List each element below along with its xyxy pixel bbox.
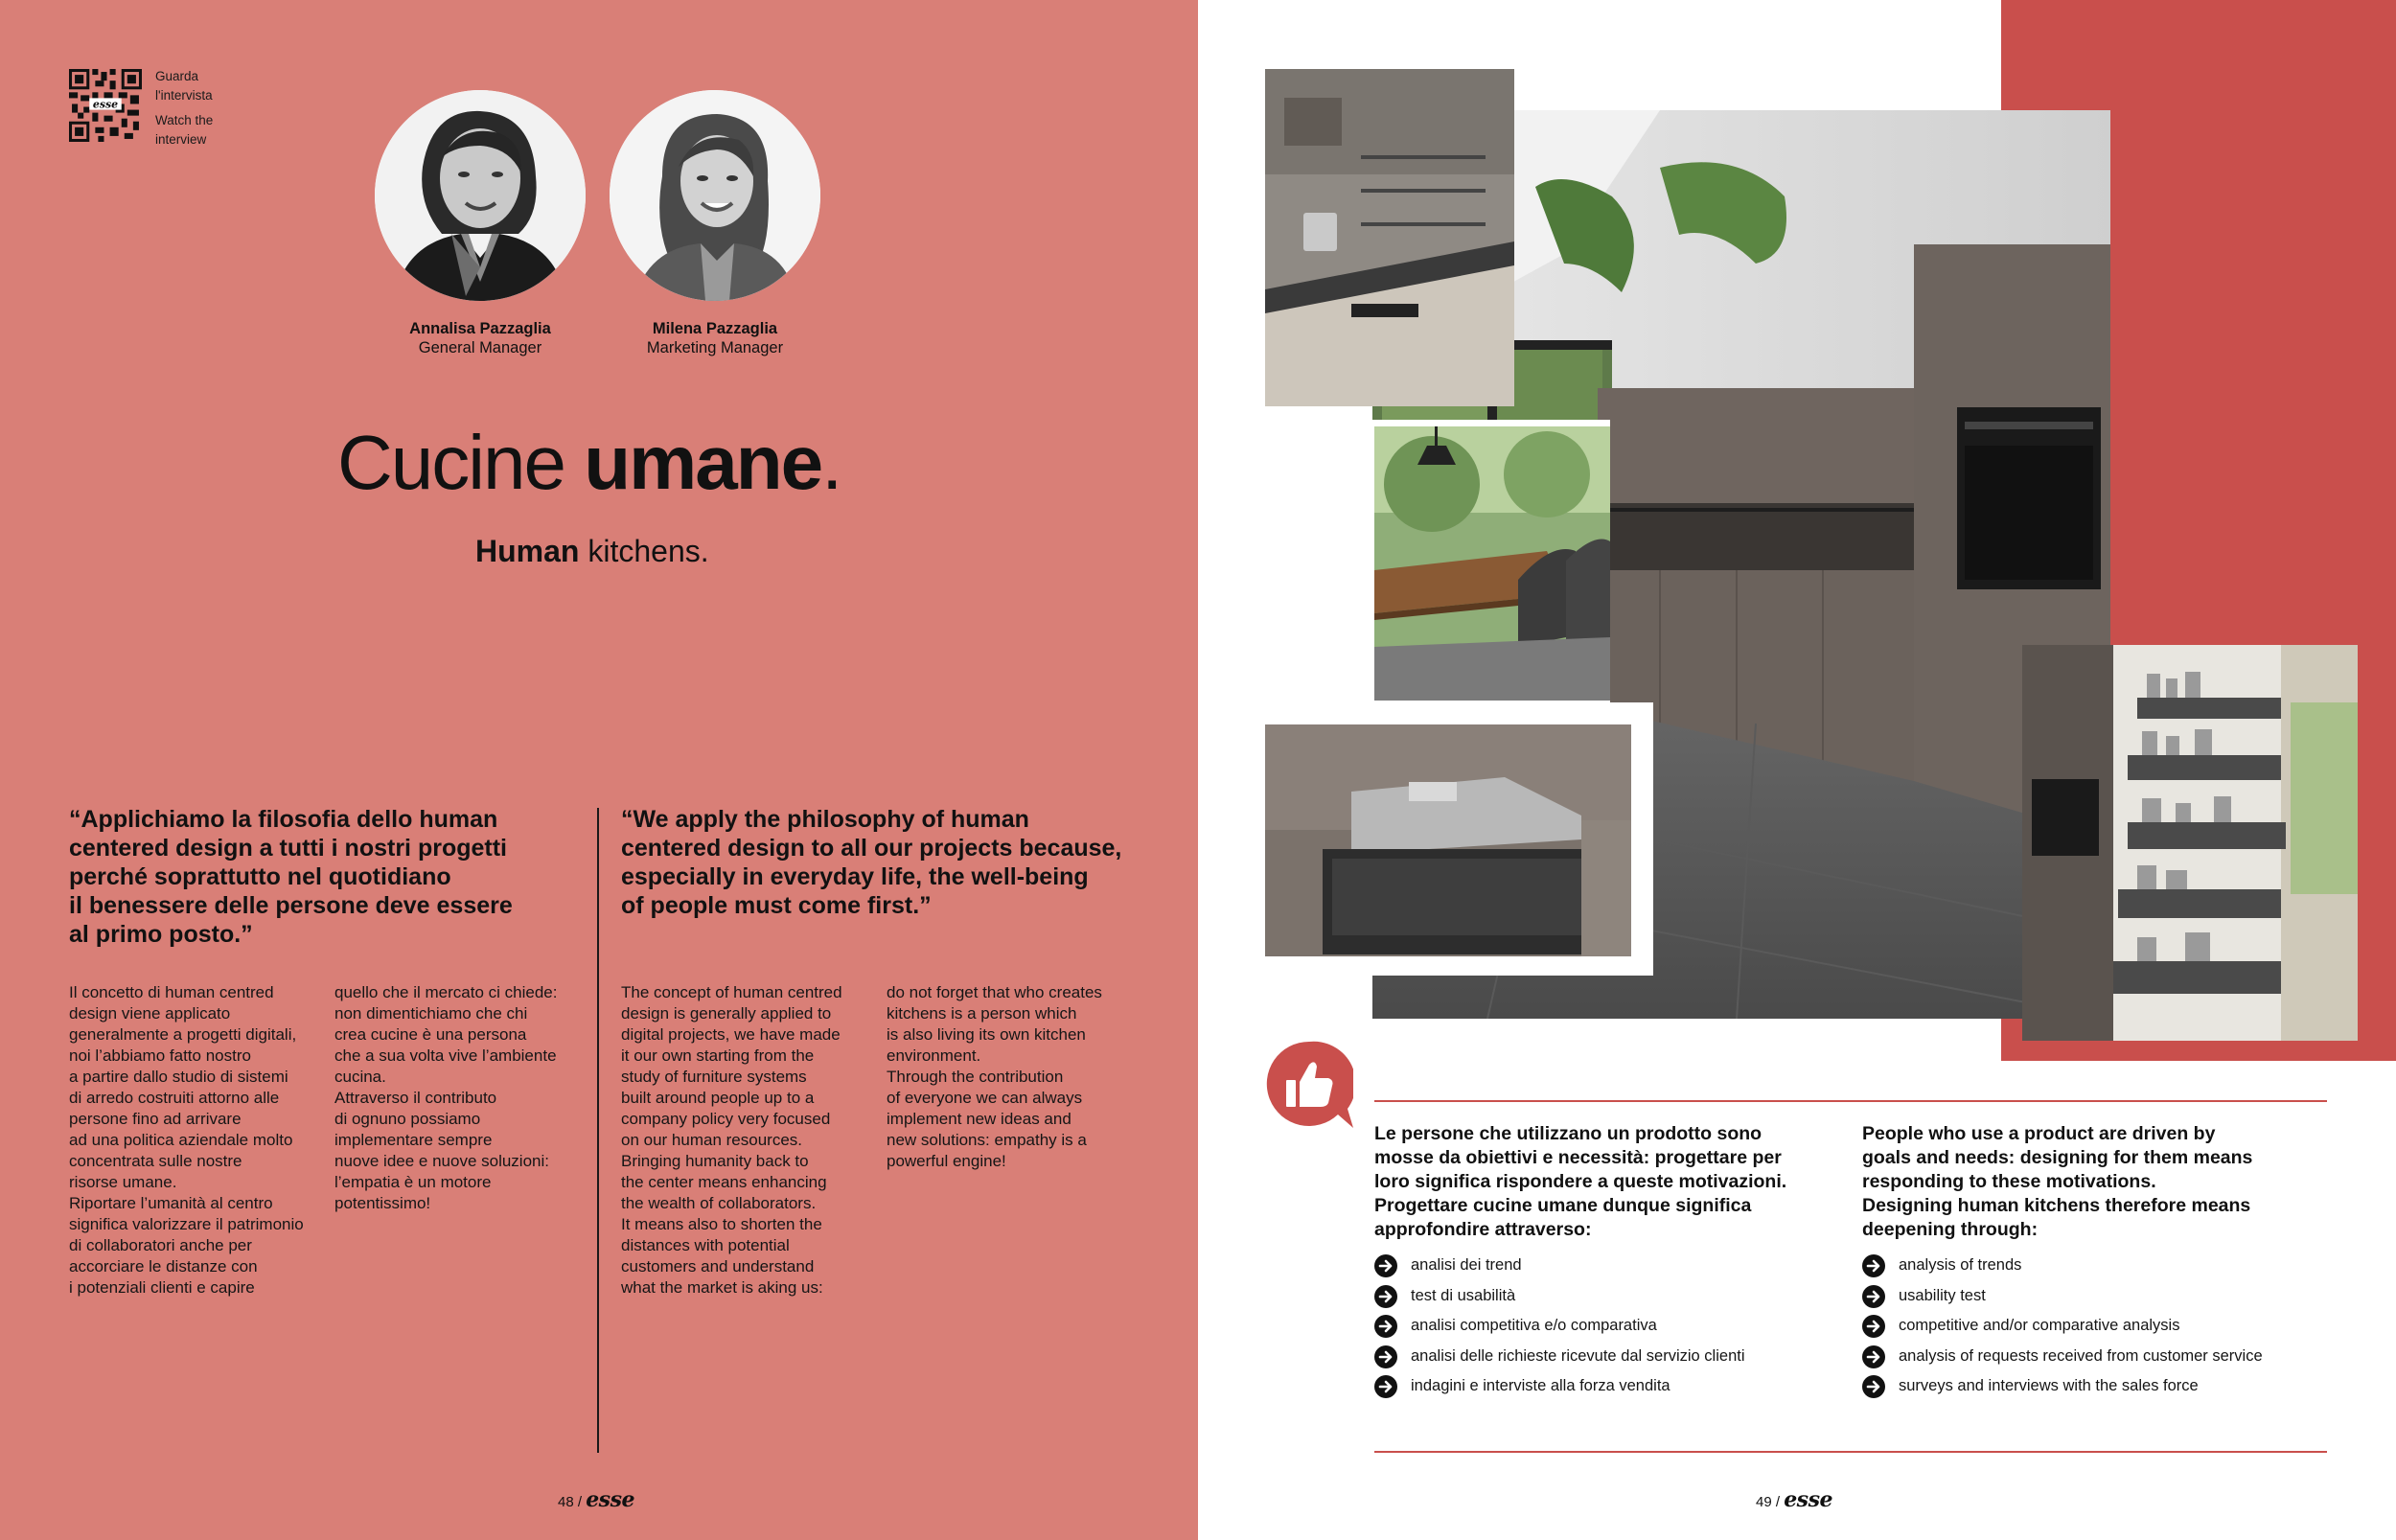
arrow-right-icon — [1374, 1375, 1397, 1398]
right-it-head-line: approfondire attraverso: — [1374, 1219, 1592, 1240]
list-item-text: competitive and/or comparative analysis — [1899, 1317, 2180, 1334]
page-number-right — [1756, 1487, 1832, 1512]
body-en-col1-line: It means also to shorten the — [621, 1215, 822, 1233]
body-en-col1-line: on our human resources. — [621, 1131, 802, 1149]
list-item-text: indagini e interviste alla forza vendita — [1411, 1377, 1670, 1394]
body-it-col2-line: potentissimo! — [334, 1194, 431, 1212]
arrow-right-icon — [1374, 1345, 1397, 1368]
quote-it-line: al primo posto.” — [69, 921, 253, 948]
body-en-col1-line: what the market is aking us: — [621, 1278, 823, 1297]
list-item-text: analisi dei trend — [1411, 1256, 1522, 1274]
right-en-head-line: People who use a product are driven by — [1862, 1123, 2216, 1144]
title-bold: umane — [584, 420, 822, 505]
body-it-col1-line: noi l’abbiamo fatto nostro — [69, 1046, 251, 1065]
arrow-right-icon — [1374, 1254, 1397, 1277]
body-en-col2-line: powerful engine! — [887, 1152, 1006, 1170]
esse-logo-right: esse — [1784, 1487, 1832, 1512]
body-it-col1-line: di collaboratori anche per — [69, 1236, 252, 1254]
right-en-head-line: goals and needs: designing for them means — [1862, 1147, 2253, 1168]
drawer-photo — [1265, 724, 1631, 956]
body-it-col1-line: ad una politica aziendale molto — [69, 1131, 293, 1149]
body-en-col1-line: the center means enhancing — [621, 1173, 827, 1191]
quote-en-line: centered design to all our projects because, — [621, 835, 1122, 862]
body-it-col1-line: persone fino ad arrivare — [69, 1110, 242, 1128]
arrow-right-icon — [1862, 1285, 1885, 1308]
body-en-col1-line: company policy very focused — [621, 1110, 831, 1128]
body-italian-col2 — [334, 982, 557, 1214]
quote-english — [621, 805, 1121, 920]
body-en-col1-line: the wealth of collaborators. — [621, 1194, 817, 1212]
arrow-right-icon — [1862, 1315, 1885, 1338]
esse-logo-left: esse — [586, 1487, 634, 1512]
arrow-right-icon — [1374, 1315, 1397, 1338]
list-item-text: analisi delle richieste ricevute dal servizio clienti — [1411, 1346, 1745, 1365]
body-it-col2-line: l’empatia è un motore — [334, 1173, 492, 1191]
list-item-text: test di usabilità — [1411, 1286, 1516, 1304]
arrow-right-icon — [1862, 1254, 1885, 1277]
list-italian — [1374, 1254, 1834, 1408]
body-it-col2-line: non dimentichiamo che chi — [334, 1004, 528, 1023]
page-number-left — [558, 1487, 634, 1512]
kitchen-photo-top — [1265, 69, 1514, 406]
quote-it-line: il benessere delle persone deve essere — [69, 892, 513, 919]
right-intro-english — [1862, 1122, 2252, 1242]
quote-it-line: “Applichiamo la filosofia dello human — [69, 806, 498, 833]
body-english-col2 — [887, 982, 1102, 1172]
arrow-right-icon — [1374, 1285, 1397, 1308]
body-it-col1-line: di arredo costruiti attorno alle — [69, 1089, 280, 1107]
quote-it-line: centered design a tutti i nostri progetti — [69, 835, 507, 862]
body-it-col2-line: cucina. — [334, 1068, 386, 1086]
divider-top — [1374, 1100, 2327, 1102]
page-subtitle — [475, 534, 709, 569]
body-it-col1-line: Riportare l’umanità al centro — [69, 1194, 273, 1212]
body-en-col1-line: study of furniture systems — [621, 1068, 807, 1086]
qr-caption — [155, 67, 213, 149]
list-item-text: usability test — [1899, 1286, 1986, 1304]
quote-en-line: especially in everyday life, the well-being — [621, 863, 1089, 890]
body-it-col2-line: di ognuno possiamo — [334, 1110, 481, 1128]
body-en-col1-line: design is generally applied to — [621, 1004, 832, 1023]
portrait-annalisa — [375, 90, 586, 301]
page-number-left-num: 48 / — [558, 1494, 587, 1510]
svg-text:esse: esse — [92, 98, 119, 111]
quote-it-line: perché soprattutto nel quotidiano — [69, 863, 451, 890]
kitchen-photo-middle — [1374, 426, 1610, 701]
column-divider — [597, 808, 599, 1453]
arrow-right-icon — [1862, 1345, 1885, 1368]
body-en-col1-line: it our own starting from the — [621, 1046, 815, 1065]
right-en-head-line: responding to these motivations. — [1862, 1171, 2156, 1192]
body-en-col1-line: digital projects, we have made — [621, 1025, 841, 1044]
body-en-col2-line: new solutions: empathy is a — [887, 1131, 1087, 1149]
body-it-col2-line: crea cucine è una persona — [334, 1025, 527, 1044]
portrait-milena — [610, 90, 820, 301]
right-it-head-line: loro significa rispondere a queste motivazioni. — [1374, 1171, 1787, 1192]
body-en-col1-line: The concept of human centred — [621, 983, 842, 1001]
arrow-right-icon — [1862, 1375, 1885, 1398]
qr-caption-it-line2: l'intervista — [155, 87, 213, 103]
right-it-head-line: Progettare cucine umane dunque significa — [1374, 1195, 1752, 1216]
body-en-col2-line: is also living its own kitchen — [887, 1025, 1086, 1044]
title-dot: . — [821, 420, 841, 505]
body-en-col1-line: Bringing humanity back to — [621, 1152, 809, 1170]
body-it-col2-line: Attraverso il contributo — [334, 1089, 497, 1107]
body-en-col2-line: implement new ideas and — [887, 1110, 1071, 1128]
body-it-col1-line: i potenziali clienti e capire — [69, 1278, 255, 1297]
divider-bottom — [1374, 1451, 2327, 1453]
subtitle-bold: Human — [475, 534, 580, 568]
list-item-text: surveys and interviews with the sales force — [1899, 1377, 2199, 1394]
body-it-col1-line: concentrata sulle nostre — [69, 1152, 242, 1170]
person-role-milena: Marketing Manager — [646, 339, 784, 356]
person-name-annalisa: Annalisa Pazzaglia — [409, 320, 551, 337]
right-it-head-line: mosse da obiettivi e necessità: progettare per — [1374, 1147, 1782, 1168]
list-item-text: analysis of requests received from customer service — [1899, 1346, 2263, 1365]
body-it-col1-line: generalmente a progetti digitali, — [69, 1025, 297, 1044]
right-it-head-line: Le persone che utilizzano un prodotto sono — [1374, 1123, 1762, 1144]
body-it-col2-line: quello che il mercato ci chiede: — [334, 983, 558, 1001]
person-role-annalisa: General Manager — [418, 339, 542, 356]
subtitle-light: kitchens. — [579, 534, 709, 568]
body-en-col1-line: customers and understand — [621, 1257, 815, 1276]
body-en-col2-line: do not forget that who creates — [887, 983, 1102, 1001]
qr-caption-en-line2: interview — [155, 131, 207, 147]
body-it-col2-line: che a sua volta vive l’ambiente — [334, 1046, 557, 1065]
qr-code-icon[interactable] — [69, 69, 142, 142]
body-italian-col1 — [69, 982, 304, 1299]
right-en-head-line: deepening through: — [1862, 1219, 2039, 1240]
quote-en-line: “We apply the philosophy of human — [621, 806, 1029, 833]
body-it-col1-line: design viene applicato — [69, 1004, 231, 1023]
right-intro-italian — [1374, 1122, 1786, 1242]
pantry-photo — [2022, 645, 2358, 1041]
body-english-col1 — [621, 982, 842, 1299]
body-en-col2-line: environment. — [887, 1046, 981, 1065]
body-en-col2-line: of everyone we can always — [887, 1089, 1083, 1107]
body-en-col2-line: kitchens is a person which — [887, 1004, 1077, 1023]
title-light: Cucine — [337, 420, 585, 505]
list-item-text: analisi competitiva e/o comparativa — [1411, 1317, 1657, 1334]
body-it-col1-line: Il concetto di human centred — [69, 983, 274, 1001]
quote-italian — [69, 805, 513, 949]
body-en-col1-line: built around people up to a — [621, 1089, 815, 1107]
body-it-col1-line: a partire dallo studio di sistemi — [69, 1068, 288, 1086]
qr-caption-en-line1: Watch the — [155, 113, 214, 127]
thumbs-up-icon — [1265, 1040, 1353, 1128]
list-item-text: analysis of trends — [1899, 1256, 2022, 1274]
page-number-right-num: 49 / — [1756, 1494, 1785, 1510]
quote-en-line: of people must come first.” — [621, 892, 932, 919]
body-en-col1-line: distances with potential — [621, 1236, 790, 1254]
page-title — [337, 419, 841, 507]
body-it-col2-line: implementare sempre — [334, 1131, 493, 1149]
right-en-head-line: Designing human kitchens therefore means — [1862, 1195, 2251, 1216]
person-name-milena: Milena Pazzaglia — [652, 320, 778, 337]
body-it-col1-line: accorciare le distanze con — [69, 1257, 258, 1276]
list-english — [1862, 1254, 2332, 1408]
qr-caption-it-line1: Guarda — [155, 69, 199, 83]
body-it-col1-line: risorse umane. — [69, 1173, 177, 1191]
body-en-col2-line: Through the contribution — [887, 1068, 1064, 1086]
body-it-col2-line: nuove idee e nuove soluzioni: — [334, 1152, 549, 1170]
body-it-col1-line: significa valorizzare il patrimonio — [69, 1215, 304, 1233]
